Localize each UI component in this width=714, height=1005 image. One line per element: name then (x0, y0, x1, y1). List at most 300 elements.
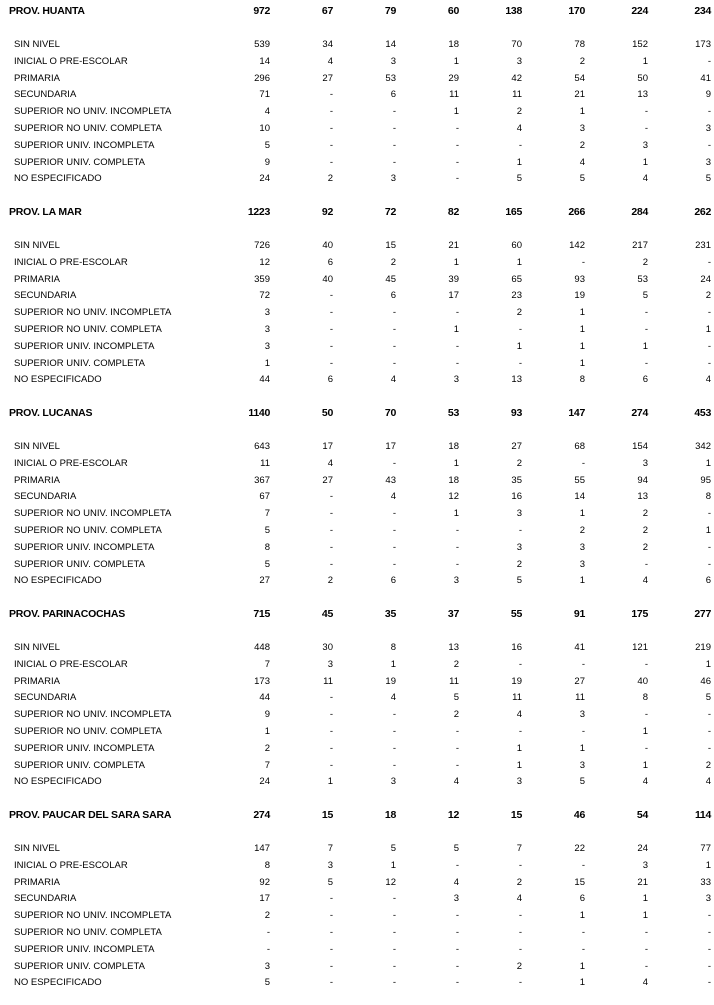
value-cell: 34 (322, 39, 333, 50)
value-cell: 9 (264, 156, 270, 168)
value-cell: - (455, 960, 459, 972)
total-cell: 70 (384, 407, 396, 419)
value-cell: - (329, 357, 333, 369)
province-section (0, 603, 714, 804)
row-label: SUPERIOR NO UNIV. COMPLETA (14, 123, 162, 134)
value-cell: 18 (448, 441, 459, 452)
value-cell: - (518, 726, 522, 737)
value-cell: 6 (642, 374, 648, 386)
value-cell: 19 (385, 675, 396, 687)
value-cell: - (707, 340, 711, 352)
value-cell: - (329, 927, 333, 938)
row-label: SUPERIOR NO UNIV. COMPLETA (14, 525, 162, 536)
row-label: PRIMARIA (14, 474, 60, 486)
value-cell: 21 (574, 89, 585, 101)
table-row (0, 542, 714, 558)
value-cell: - (329, 290, 333, 302)
row-label: SECUNDARIA (14, 290, 77, 302)
value-cell: 1 (579, 307, 585, 319)
value-cell: - (392, 340, 396, 352)
table-row (0, 575, 714, 591)
table-row (0, 659, 714, 675)
value-cell: 1 (642, 55, 648, 67)
value-cell: 342 (695, 441, 711, 452)
table-row (0, 910, 714, 926)
value-cell: 231 (695, 240, 711, 251)
value-cell: 67 (259, 491, 270, 503)
value-cell: 217 (632, 240, 648, 251)
value-cell: - (455, 759, 459, 771)
value-cell: 142 (569, 240, 585, 251)
value-cell: 4 (705, 776, 711, 788)
value-cell: 1 (579, 575, 585, 587)
value-cell: - (644, 324, 648, 335)
value-cell: 92 (259, 876, 270, 888)
value-cell: 95 (700, 474, 711, 486)
table-row (0, 140, 714, 156)
value-cell: 1 (579, 742, 585, 754)
value-cell: 1 (579, 508, 585, 520)
value-cell: 5 (327, 876, 333, 888)
table-row (0, 726, 714, 742)
total-cell: 93 (510, 407, 522, 419)
value-cell: - (329, 759, 333, 771)
table-row (0, 240, 714, 256)
value-cell: 46 (700, 675, 711, 687)
table-row (0, 927, 714, 943)
value-cell: 2 (264, 742, 270, 754)
value-cell: 2 (264, 910, 270, 922)
value-cell: - (644, 927, 648, 938)
value-cell: 1 (579, 106, 585, 118)
value-cell: 3 (264, 960, 270, 972)
value-cell: 3 (579, 759, 585, 771)
total-cell: 972 (253, 5, 270, 17)
value-cell: 5 (516, 575, 522, 587)
value-cell: - (518, 525, 522, 536)
value-cell: 53 (637, 273, 648, 285)
value-cell: 1 (390, 658, 396, 670)
value-cell: - (329, 960, 333, 972)
value-cell: 9 (264, 709, 270, 721)
value-cell: - (329, 726, 333, 737)
value-cell: 1 (264, 357, 270, 369)
province-header-row (0, 809, 714, 825)
value-cell: 3 (453, 575, 459, 587)
province-header-row (0, 206, 714, 222)
value-cell: 14 (259, 55, 270, 67)
value-cell: 8 (642, 692, 648, 704)
value-cell: 1 (642, 759, 648, 771)
value-cell: - (455, 307, 459, 319)
row-label: SUPERIOR UNIV. INCOMPLETA (14, 139, 155, 151)
value-cell: 4 (516, 123, 522, 134)
value-cell: - (392, 357, 396, 369)
value-cell: 11 (512, 89, 522, 101)
row-label: SUPERIOR NO UNIV. INCOMPLETA (14, 106, 172, 118)
total-cell: 12 (447, 809, 459, 821)
value-cell: - (392, 977, 396, 989)
value-cell: 3 (642, 859, 648, 871)
total-cell: 175 (631, 608, 648, 620)
value-cell: 1 (579, 910, 585, 922)
value-cell: 17 (448, 290, 459, 302)
row-label: NO ESPECIFICADO (14, 173, 102, 185)
value-cell: - (392, 943, 396, 955)
value-cell: - (455, 977, 459, 989)
value-cell: - (518, 324, 522, 335)
value-cell: 1 (642, 340, 648, 352)
value-cell: - (707, 742, 711, 754)
value-cell: 3 (264, 340, 270, 352)
value-cell: 2 (642, 508, 648, 520)
value-cell: 15 (385, 240, 396, 251)
value-cell: 27 (259, 575, 270, 587)
total-cell: 15 (321, 809, 333, 821)
value-cell: - (266, 943, 270, 955)
value-cell: 18 (448, 474, 459, 486)
value-cell: - (455, 910, 459, 922)
value-cell: - (644, 106, 648, 118)
value-cell: 1 (579, 340, 585, 352)
total-cell: 18 (384, 809, 396, 821)
value-cell: 4 (264, 106, 270, 118)
value-cell: 3 (516, 508, 522, 520)
row-label: PRIMARIA (14, 675, 60, 687)
value-cell: 4 (327, 457, 333, 469)
total-cell: 67 (321, 5, 333, 17)
table-row (0, 475, 714, 491)
value-cell: 17 (322, 441, 333, 452)
total-cell: 79 (384, 5, 396, 17)
table-row (0, 776, 714, 792)
value-cell: 1 (705, 324, 711, 335)
value-cell: 539 (254, 39, 270, 50)
province-header-row (0, 407, 714, 423)
value-cell: 152 (632, 39, 648, 50)
value-cell: 2 (579, 525, 585, 536)
value-cell: 44 (259, 692, 270, 704)
row-label: SUPERIOR NO UNIV. INCOMPLETA (14, 709, 172, 721)
table-row (0, 123, 714, 139)
value-cell: - (518, 910, 522, 922)
total-cell: 165 (505, 206, 522, 218)
value-cell: - (707, 541, 711, 553)
value-cell: 8 (264, 541, 270, 553)
value-cell: 17 (385, 441, 396, 452)
total-cell: 234 (694, 5, 711, 17)
value-cell: 3 (642, 139, 648, 151)
value-cell: - (644, 357, 648, 369)
value-cell: 8 (705, 491, 711, 503)
value-cell: - (329, 541, 333, 553)
value-cell: 13 (637, 89, 648, 101)
value-cell: 24 (259, 173, 270, 185)
row-label: SUPERIOR UNIV. INCOMPLETA (14, 742, 155, 754)
value-cell: - (329, 943, 333, 955)
row-label: SIN NIVEL (14, 39, 60, 50)
row-label: NO ESPECIFICADO (14, 776, 102, 788)
value-cell: 8 (264, 859, 270, 871)
value-cell: 1 (642, 910, 648, 922)
row-label: INICIAL O PRE-ESCOLAR (14, 859, 128, 871)
value-cell: - (455, 525, 459, 536)
value-cell: - (518, 943, 522, 955)
value-cell: 11 (575, 692, 585, 704)
value-cell: 68 (574, 441, 585, 452)
value-cell: - (707, 357, 711, 369)
value-cell: - (329, 525, 333, 536)
row-label: INICIAL O PRE-ESCOLAR (14, 658, 128, 670)
value-cell: 1 (453, 55, 459, 67)
value-cell: - (392, 893, 396, 905)
value-cell: 27 (322, 474, 333, 486)
value-cell: - (518, 139, 522, 151)
value-cell: 1 (453, 457, 459, 469)
value-cell: - (329, 558, 333, 570)
value-cell: 1 (642, 156, 648, 168)
row-label: SIN NIVEL (14, 642, 60, 653)
value-cell: - (455, 742, 459, 754)
value-cell: - (455, 943, 459, 955)
value-cell: 726 (254, 240, 270, 251)
value-cell: 1 (579, 977, 585, 989)
value-cell: 3 (705, 123, 711, 134)
value-cell: 3 (516, 541, 522, 553)
row-label: INICIAL O PRE-ESCOLAR (14, 256, 128, 268)
value-cell: 3 (642, 457, 648, 469)
value-cell: 1 (705, 859, 711, 871)
value-cell: - (707, 55, 711, 67)
table-row (0, 860, 714, 876)
value-cell: - (392, 960, 396, 972)
value-cell: - (455, 357, 459, 369)
value-cell: 4 (642, 977, 648, 989)
value-cell: - (455, 123, 459, 134)
value-cell: - (644, 709, 648, 721)
value-cell: 1 (642, 893, 648, 905)
value-cell: 6 (390, 290, 396, 302)
row-label: SUPERIOR UNIV. COMPLETA (14, 960, 145, 972)
value-cell: 2 (705, 290, 711, 302)
value-cell: 23 (511, 290, 522, 302)
value-cell: - (455, 156, 459, 168)
value-cell: - (707, 139, 711, 151)
value-cell: - (392, 156, 396, 168)
row-label: SUPERIOR NO UNIV. INCOMPLETA (14, 508, 172, 520)
value-cell: 3 (453, 374, 459, 386)
row-label: SUPERIOR NO UNIV. INCOMPLETA (14, 910, 172, 922)
value-cell: 1 (453, 256, 459, 268)
row-label: PRIMARIA (14, 273, 60, 285)
table-row (0, 341, 714, 357)
value-cell: 5 (453, 692, 459, 704)
value-cell: 21 (637, 876, 648, 888)
value-cell: 1 (453, 324, 459, 335)
value-cell: - (392, 508, 396, 520)
value-cell: - (581, 256, 585, 268)
value-cell: 3 (579, 709, 585, 721)
total-cell: 54 (636, 809, 648, 821)
value-cell: 1 (705, 658, 711, 670)
table-row (0, 977, 714, 993)
value-cell: 72 (259, 290, 270, 302)
value-cell: 16 (511, 491, 522, 503)
value-cell: 3 (516, 776, 522, 788)
total-cell: 35 (384, 608, 396, 620)
value-cell: 4 (453, 876, 459, 888)
row-label: NO ESPECIFICADO (14, 575, 102, 587)
row-label: SUPERIOR UNIV. COMPLETA (14, 156, 145, 168)
value-cell: 359 (254, 273, 270, 285)
value-cell: 1 (705, 525, 711, 536)
value-cell: 3 (579, 123, 585, 134)
value-cell: - (329, 89, 333, 101)
total-cell: 274 (631, 407, 648, 419)
value-cell: 367 (254, 474, 270, 486)
value-cell: 2 (642, 256, 648, 268)
row-label: INICIAL O PRE-ESCOLAR (14, 457, 128, 469)
province-header-row (0, 5, 714, 21)
table-row (0, 642, 714, 658)
value-cell: 2 (642, 525, 648, 536)
value-cell: 40 (637, 675, 648, 687)
value-cell: - (392, 139, 396, 151)
value-cell: 1 (516, 256, 522, 268)
total-cell: 1223 (247, 206, 270, 218)
province-section (0, 402, 714, 603)
value-cell: 7 (264, 658, 270, 670)
total-cell: 715 (253, 608, 270, 620)
value-cell: 1 (579, 324, 585, 335)
value-cell: - (392, 106, 396, 118)
value-cell: - (329, 742, 333, 754)
value-cell: 1 (579, 357, 585, 369)
table-row (0, 358, 714, 374)
value-cell: 70 (511, 39, 522, 50)
value-cell: 448 (254, 642, 270, 653)
value-cell: 11 (449, 89, 459, 101)
value-cell: 15 (574, 876, 585, 888)
value-cell: 2 (516, 960, 522, 972)
value-cell: 2 (642, 541, 648, 553)
total-cell: 53 (447, 407, 459, 419)
value-cell: - (644, 123, 648, 134)
value-cell: 19 (511, 675, 522, 687)
row-label: SUPERIOR UNIV. COMPLETA (14, 357, 145, 369)
value-cell: 2 (579, 139, 585, 151)
row-label: SECUNDARIA (14, 89, 77, 101)
value-cell: 1 (390, 859, 396, 871)
value-cell: - (329, 910, 333, 922)
total-cell: 453 (694, 407, 711, 419)
row-label: SUPERIOR NO UNIV. COMPLETA (14, 927, 162, 938)
value-cell: 1 (453, 508, 459, 520)
table-row (0, 843, 714, 859)
table-row (0, 290, 714, 306)
value-cell: - (329, 709, 333, 721)
value-cell: - (329, 977, 333, 989)
value-cell: 71 (259, 89, 270, 101)
value-cell: 219 (695, 642, 711, 653)
value-cell: 35 (511, 474, 522, 486)
value-cell: 12 (259, 256, 270, 268)
value-cell: - (518, 357, 522, 369)
value-cell: 3 (453, 893, 459, 905)
value-cell: - (392, 726, 396, 737)
table-row (0, 491, 714, 507)
value-cell: 24 (259, 776, 270, 788)
value-cell: 5 (264, 525, 270, 536)
value-cell: 154 (632, 441, 648, 452)
value-cell: - (455, 139, 459, 151)
value-cell: 2 (516, 457, 522, 469)
row-label: SUPERIOR NO UNIV. INCOMPLETA (14, 307, 172, 319)
value-cell: 7 (516, 843, 522, 854)
value-cell: 4 (516, 709, 522, 721)
value-cell: 3 (327, 859, 333, 871)
value-cell: 14 (385, 39, 396, 50)
value-cell: 27 (511, 441, 522, 452)
value-cell: 3 (390, 55, 396, 67)
value-cell: 17 (259, 893, 270, 905)
table-row (0, 441, 714, 457)
table-row (0, 709, 714, 725)
value-cell: 30 (322, 642, 333, 653)
value-cell: - (518, 859, 522, 871)
value-cell: - (455, 927, 459, 938)
table-row (0, 525, 714, 541)
value-cell: 18 (448, 39, 459, 50)
total-cell: 138 (505, 5, 522, 17)
value-cell: - (392, 910, 396, 922)
value-cell: 2 (516, 307, 522, 319)
value-cell: - (518, 658, 522, 670)
value-cell: 6 (327, 256, 333, 268)
value-cell: 24 (637, 843, 648, 854)
total-cell: 266 (568, 206, 585, 218)
value-cell: 2 (453, 709, 459, 721)
value-cell: 54 (574, 72, 585, 84)
value-cell: 173 (695, 39, 711, 50)
value-cell: 5 (579, 776, 585, 788)
value-cell: 39 (448, 273, 459, 285)
value-cell: 5 (705, 173, 711, 185)
value-cell: - (392, 324, 396, 335)
value-cell: - (329, 106, 333, 118)
value-cell: 4 (516, 893, 522, 905)
value-cell: 4 (642, 575, 648, 587)
value-cell: - (392, 123, 396, 134)
value-cell: 43 (385, 474, 396, 486)
table-row (0, 307, 714, 323)
value-cell: 2 (579, 55, 585, 67)
value-cell: - (329, 307, 333, 319)
value-cell: 1 (264, 726, 270, 737)
value-cell: 121 (632, 642, 648, 653)
table-row (0, 692, 714, 708)
value-cell: 29 (448, 72, 459, 84)
value-cell: 4 (390, 491, 396, 503)
table-row (0, 173, 714, 189)
province-name: PROV. PARINACOCHAS (9, 608, 126, 620)
value-cell: 3 (390, 776, 396, 788)
value-cell: - (455, 859, 459, 871)
value-cell: - (707, 960, 711, 972)
row-label: INICIAL O PRE-ESCOLAR (14, 55, 128, 67)
table-row (0, 893, 714, 909)
value-cell: - (581, 859, 585, 871)
